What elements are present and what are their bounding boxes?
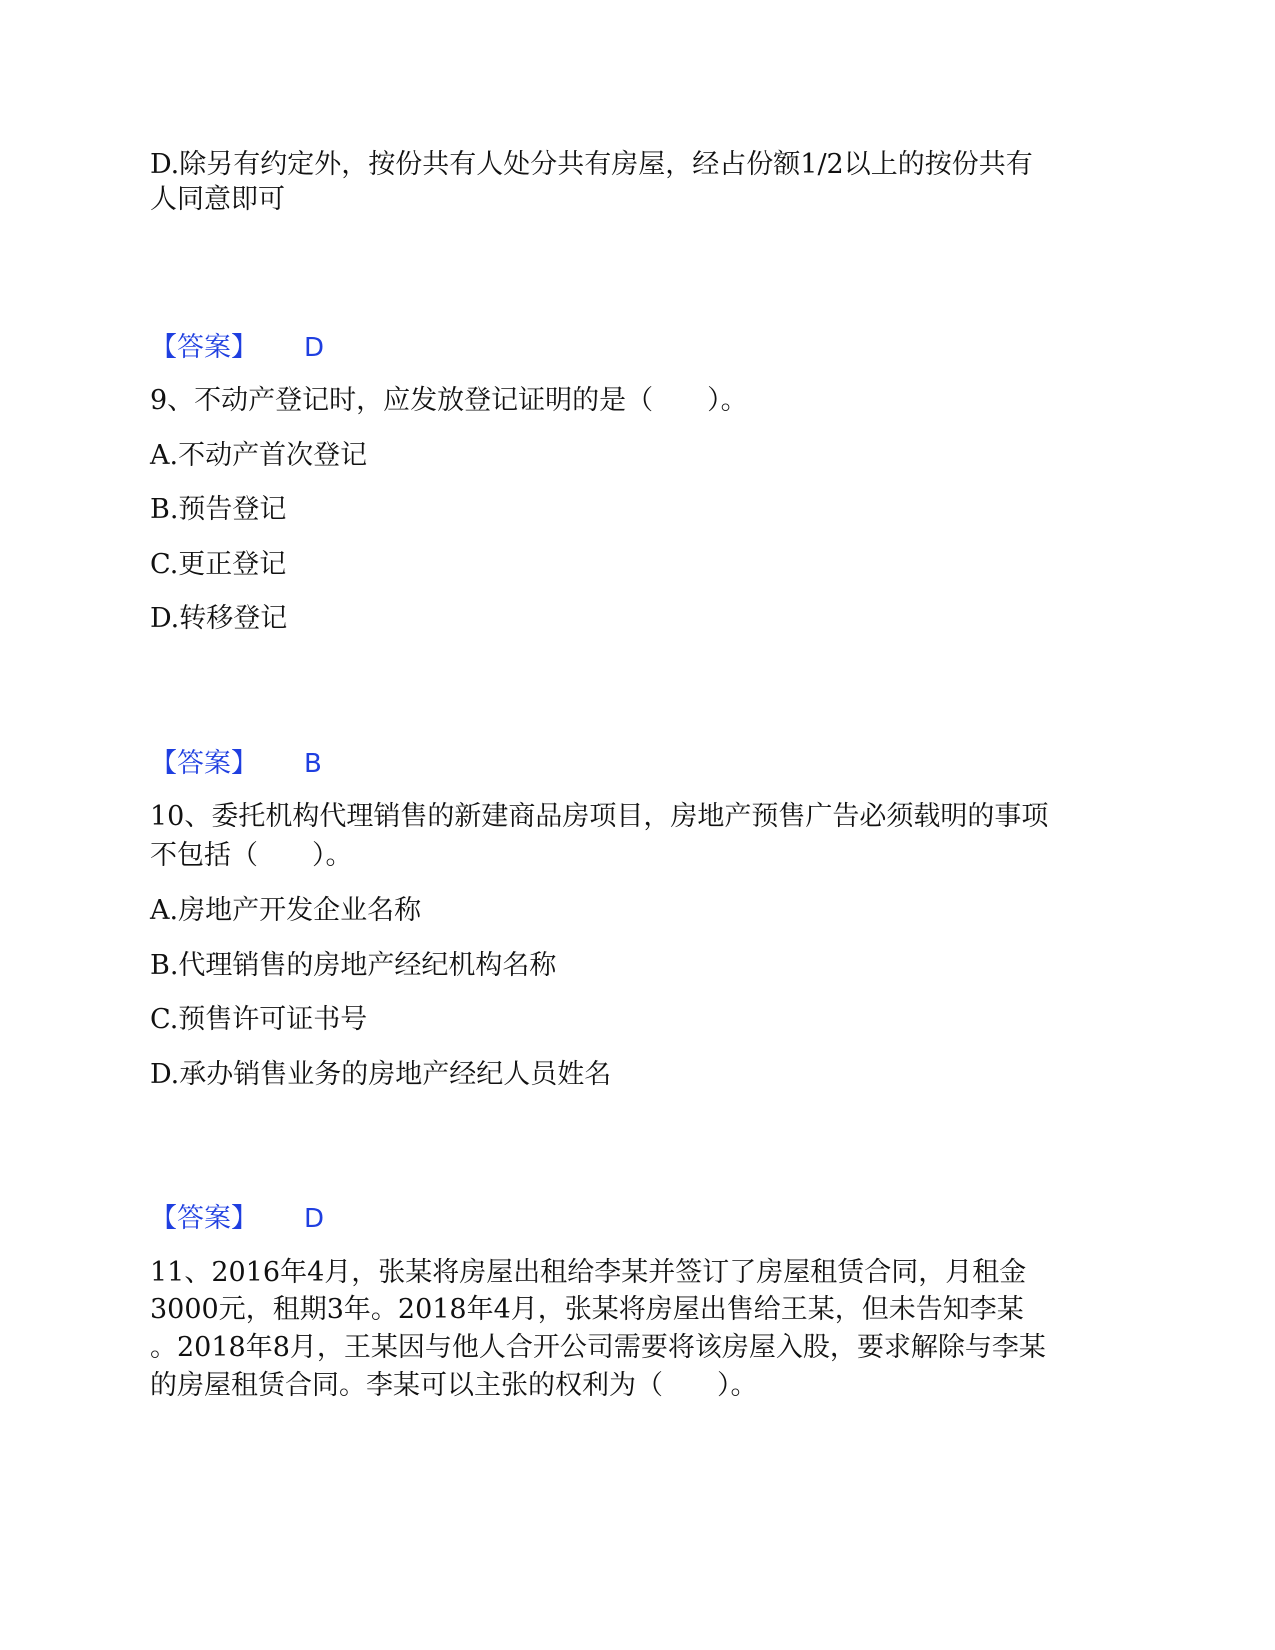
- q10-option-d: D.承办销售业务的房地产经纪人员姓名: [150, 1059, 612, 1090]
- q11-stem-line2: 3000元，租期3年。2018年4月，张某将房屋出售给王某，但未告知李某: [150, 1294, 1024, 1325]
- answer-9: [150, 746, 322, 782]
- answer-label: 【答案】: [150, 1203, 258, 1234]
- q10-stem-line1: 10、委托机构代理销售的新建商品房项目，房地产预售广告必须载明的事项: [150, 801, 1049, 832]
- answer-value: D: [304, 1204, 325, 1234]
- q9-stem: 9、不动产登记时，应发放登记证明的是（ ）。: [150, 385, 748, 416]
- q9-option-d: D.转移登记: [150, 603, 288, 634]
- q9-option-a: A.不动产首次登记: [150, 440, 368, 471]
- q11-stem-line3: 。2018年8月，王某因与他人合开公司需要将该房屋入股，要求解除与李某: [150, 1332, 1046, 1363]
- q10-option-b: B.代理销售的房地产经纪机构名称: [150, 950, 557, 981]
- answer-value: D: [304, 333, 325, 363]
- q10-option-c: C.预售许可证书号: [150, 1004, 368, 1035]
- q9-option-c: C.更正登记: [150, 549, 287, 580]
- q9-option-b: B.预告登记: [150, 494, 287, 525]
- q8-option-d-line2: 人同意即可: [150, 184, 285, 215]
- answer-8: [150, 330, 324, 366]
- q8-option-d-line1: D.除另有约定外，按份共有人处分共有房屋，经占份额1/2以上的按份共有: [150, 149, 1033, 180]
- answer-label: 【答案】: [150, 332, 258, 363]
- answer-value: B: [304, 749, 322, 779]
- answer-label: 【答案】: [150, 748, 258, 779]
- q10-option-a: A.房地产开发企业名称: [150, 895, 422, 926]
- q11-stem-line1: 11、2016年4月，张某将房屋出租给李某并签订了房屋租赁合同，月租金: [150, 1257, 1027, 1288]
- q11-stem-line4: 的房屋租赁合同。李某可以主张的权利为（ ）。: [150, 1370, 758, 1401]
- answer-10: [150, 1201, 324, 1237]
- q10-stem-line2: 不包括（ ）。: [150, 840, 353, 871]
